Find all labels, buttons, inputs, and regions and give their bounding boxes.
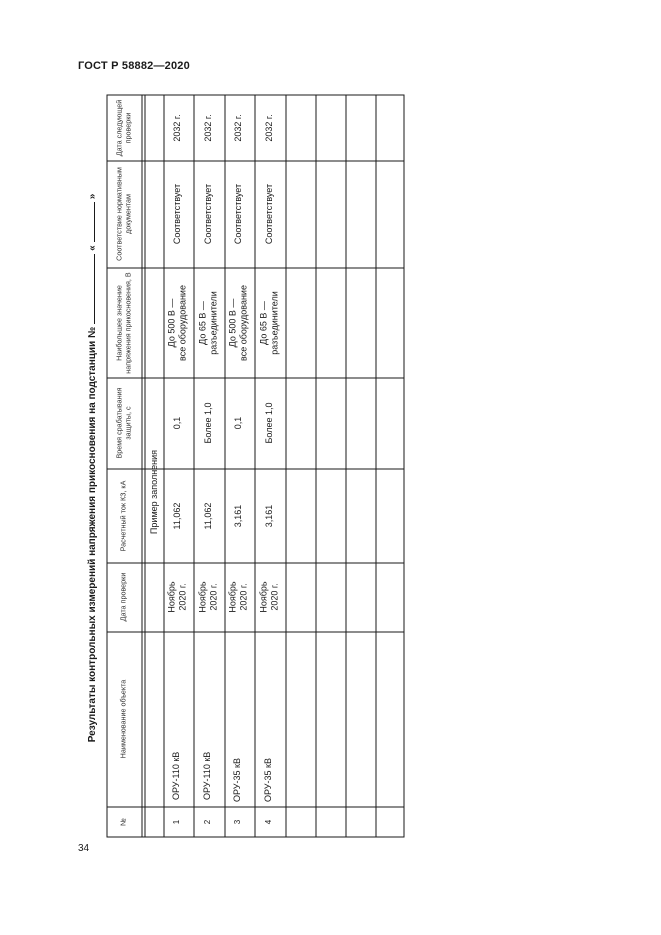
row1-protection-time: 0,1: [171, 416, 182, 430]
row4-number: 4: [263, 819, 273, 825]
row3-protection-time: 0,1: [232, 416, 243, 430]
row2-number: 2: [202, 819, 212, 825]
page-number: 34: [78, 843, 90, 854]
header-protection-time: Время срабатывания защиты, с: [114, 387, 132, 459]
row4-current: 3,161: [263, 504, 274, 528]
row2-next-check: 2032 г.: [202, 114, 213, 142]
row1-check-date: Ноябрь 2020 г.: [166, 581, 187, 613]
row2-compliance: Соответствует: [202, 183, 213, 245]
row3-next-check: 2032 г.: [232, 114, 243, 142]
row4-next-check: 2032 г.: [263, 114, 274, 142]
header-object-name: Наименование объекта: [118, 679, 128, 759]
document-code: ГОСТ Р 58882—2020: [78, 60, 190, 72]
close-quote: »: [87, 193, 98, 200]
example-label: Пример заполнения: [148, 449, 159, 535]
row1-next-check: 2032 г.: [171, 114, 182, 142]
header-next-check-date: Дата следующей проверки: [114, 99, 132, 157]
row4-protection-time: Более 1,0: [263, 402, 274, 444]
row1-number: 1: [171, 819, 181, 825]
row4-voltage: До 65 В — разъединители: [258, 291, 279, 355]
row2-voltage: До 65 В — разъединители: [197, 291, 218, 355]
row4-object-name: ОРУ-35 кВ: [262, 758, 273, 802]
header-number: №: [118, 818, 128, 826]
row3-compliance: Соответствует: [232, 183, 243, 245]
row2-protection-time: Более 1,0: [202, 402, 213, 444]
row3-number: 3: [232, 819, 242, 825]
row4-check-date: Ноябрь 2020 г.: [258, 581, 279, 613]
row2-object-name: ОРУ-110 кВ: [201, 751, 212, 800]
row3-voltage: До 500 В — все оборудование: [227, 285, 248, 361]
header-short-circuit-current: Расчетный ток КЗ, кА: [118, 480, 128, 552]
header-compliance: Соответствие нормативным документам: [114, 167, 132, 261]
row3-current: 3,161: [232, 504, 243, 528]
row2-check-date: Ноябрь 2020 г.: [197, 581, 218, 613]
row1-current: 11,062: [171, 502, 182, 530]
header-check-date: Дата проверки: [118, 572, 128, 622]
open-quote: «: [87, 245, 98, 251]
row1-compliance: Соответствует: [171, 183, 182, 245]
row3-object-name: ОРУ-35 кВ: [231, 758, 242, 802]
row2-current: 11,062: [202, 502, 213, 530]
row3-check-date: Ноябрь 2020 г.: [227, 581, 248, 613]
table-title-text: Результаты контрольных измерений напряжения прикосновения на подстанции №: [87, 326, 98, 743]
row1-voltage: До 500 В — все оборудование: [166, 285, 187, 361]
row4-compliance: Соответствует: [263, 183, 274, 245]
row1-object-name: ОРУ-110 кВ: [170, 751, 181, 800]
header-max-touch-voltage: Наибольшее значение напряжения прикосновения, В: [114, 272, 132, 374]
